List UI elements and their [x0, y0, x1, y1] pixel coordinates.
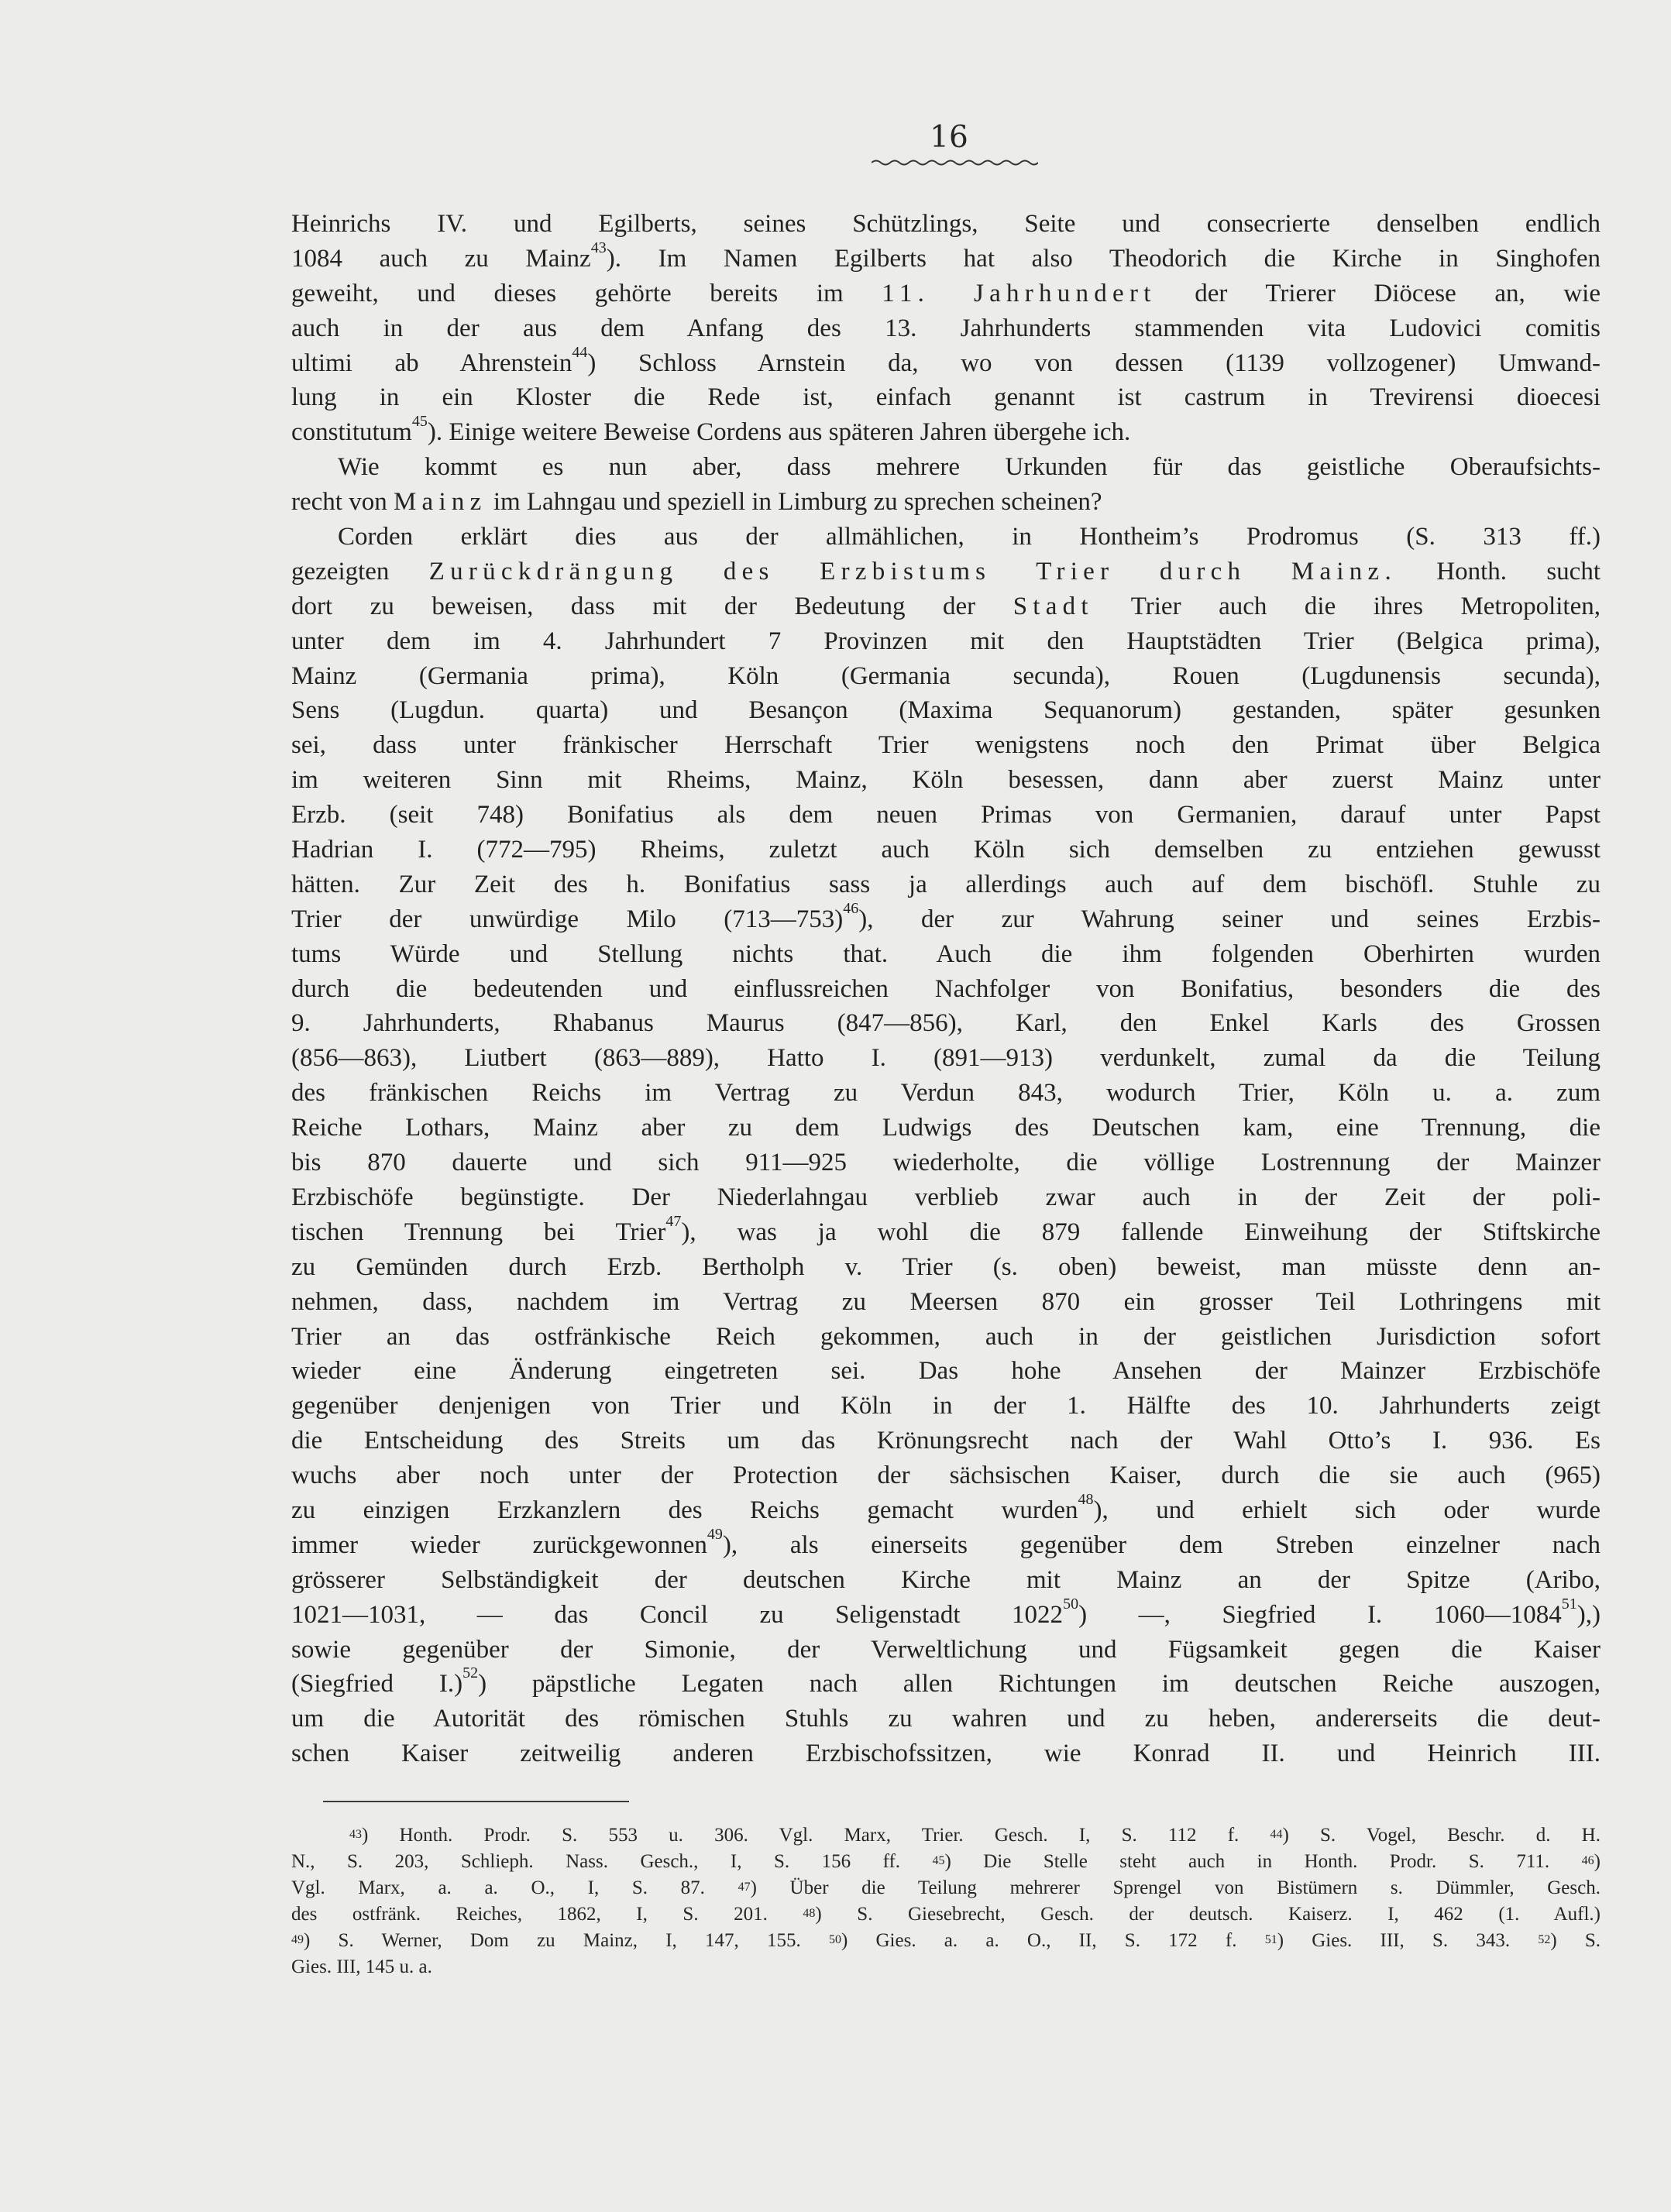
text-line-content: Mainz (Germania prima), Köln (Germania secunda), Rouen (Lugdunensis secunda), [291, 661, 1601, 690]
text-line [291, 1528, 1601, 1563]
text-line-content: ), und erhielt sich oder wurde [1093, 1496, 1601, 1524]
footnote-text: ) Gies. III, S. 343. [1277, 1930, 1539, 1951]
text-line-content: Honth. sucht [1396, 557, 1601, 586]
text-line-content: (856—863), Liutbert (863—889), Hatto I. (891—913) verdunkelt, zumal da die Teilung [291, 1044, 1601, 1073]
text-line-content: Erzbischöfe begünstigte. Der Niederlahngau verblieb zwar auch in der Zeit der poli- [291, 1183, 1601, 1211]
text-line-content: Hadrian I. (772—795) Rheims, zuletzt auch Köln sich demselben zu entziehen gewusst [291, 836, 1601, 864]
text-line-content: ), was ja wohl die 879 fallende Einweihung der Stiftskirche [681, 1218, 1601, 1246]
text-line-content: ), der zur Wahrung seiner und seines Erzbis- [858, 905, 1601, 933]
footnote-number: 43 [349, 1828, 362, 1841]
footnote-text: ) Honth. Prodr. S. 553 u. 306. Vgl. Marx, Trier. Gesch. I, S. 112 f. [362, 1825, 1270, 1846]
text-line-content: recht von [291, 488, 394, 517]
footnote-ref: 43 [590, 241, 607, 256]
footnote-line [291, 1928, 1601, 1954]
text-line [291, 276, 1601, 311]
text-line-content: hätten. Zur Zeit des h. Bonifatius sass ja allerdings auch auf dem bischöfl. Stuhle zu [291, 870, 1601, 898]
text-line [291, 659, 1601, 694]
footnote-ref: 49 [707, 1527, 723, 1543]
text-line-content: gezeigten [291, 557, 429, 586]
text-line [291, 415, 1601, 450]
footnote-number: 48 [803, 1907, 816, 1920]
text-line-content: ),) [1576, 1600, 1601, 1629]
text-line-content: bis 870 dauerte und sich 911—925 wiederholte, die völlige Lostrennung der Mainzer [291, 1149, 1601, 1177]
text-line-content: unter dem im 4. Jahrhundert 7 Provinzen mit den Hauptstädten Trier (Belgica prima), [291, 627, 1601, 655]
text-line-content: gegenüber denjenigen von Trier und Köln in der 1. Hälfte des 10. Jahrhunderts zeigt [291, 1392, 1601, 1420]
text-line-content: zu einzigen Erzkanzlern des Reichs gemacht wurden [291, 1496, 1078, 1524]
text-line [291, 1111, 1601, 1146]
text-line-content: (Siegfried I.) [291, 1670, 463, 1698]
footnote-ref: 51 [1561, 1597, 1577, 1613]
text-line [291, 1250, 1601, 1285]
text-line-content: 1084 auch zu Mainz [291, 244, 591, 273]
footnote-number: 47 [738, 1881, 751, 1894]
text-line [291, 763, 1601, 798]
footnote-text: ) [1594, 1851, 1601, 1872]
text-line [291, 624, 1601, 659]
wavy-ornament [872, 159, 1038, 167]
text-line-content: Sens (Lugdun. quarta) und Besançon (Maxima Sequanorum) gestanden, später gesunken [291, 696, 1601, 725]
text-line [291, 1563, 1601, 1598]
footnote-number: 45 [932, 1854, 945, 1867]
text-line [291, 867, 1601, 902]
text-line-content: Erzb. (seit 748) Bonifatius als dem neuen Primas von Germanien, darauf unter Papst [291, 801, 1601, 830]
text-line [291, 1702, 1601, 1736]
text-line-content: grösserer Selbständigkeit der deutschen Kirche mit Mainz an der Spitze (Aribo, [291, 1565, 1601, 1594]
footnote-number: 51 [1264, 1933, 1277, 1946]
footnote-text: ) S. Vogel, Beschr. d. H. [1282, 1825, 1601, 1846]
footnote-text: ) S. Werner, Dom zu Mainz, I, 147, 155. [304, 1930, 829, 1951]
text-line [291, 1285, 1601, 1320]
text-line-content: die Entscheidung des Streits um das Krönungsrecht nach der Wahl Otto’s I. 936. Es [291, 1427, 1601, 1455]
footnote-text: ) Die Stelle steht auch in Honth. Prodr. S. 711. [944, 1851, 1582, 1872]
footnote-ref: 52 [462, 1667, 479, 1682]
text-line [291, 1006, 1601, 1041]
main-text-block [291, 207, 1601, 1771]
text-line [291, 1215, 1601, 1250]
footnote-text: ) S. Giesebrecht, Gesch. der deutsch. Kaiserz. I, 462 (1. Aufl.) [815, 1904, 1601, 1925]
text-line [291, 833, 1601, 867]
text-line-content: Trier an das ostfränkische Reich gekommen, auch in der geistlichen Jurisdiction sofort [291, 1322, 1601, 1351]
text-line [291, 1736, 1601, 1771]
footnote-number: 46 [1581, 1854, 1594, 1867]
footnote-ref: 44 [572, 345, 588, 361]
text-line-content: sei, dass unter fränkischer Herrschaft Trier wenigstens noch den Primat über Belgica [291, 731, 1601, 760]
text-line-content: 9. Jahrhunderts, Rhabanus Maurus (847—856), Karl, den Enkel Karls des Grossen [291, 1009, 1601, 1038]
text-line [291, 380, 1601, 415]
text-line-content: auch in der aus dem Anfang des 13. Jahrhunderts stammenden vita Ludovici comitis [291, 314, 1601, 342]
text-line [291, 1633, 1601, 1668]
text-line [291, 1180, 1601, 1215]
text-line [291, 242, 1601, 276]
footnote-line [291, 1901, 1601, 1928]
text-line-content: wuchs aber noch unter der Protection der sächsischen Kaiser, durch die sie auch (965) [291, 1462, 1601, 1490]
text-line [291, 1389, 1601, 1424]
footnote-divider [323, 1801, 629, 1802]
text-line [291, 728, 1601, 763]
text-line [291, 798, 1601, 833]
text-line-content: zu Gemünden durch Erzb. Bertholph v. Trier (s. oben) beweist, man müsste denn an- [291, 1252, 1601, 1281]
text-line-content: ), als einerseits gegenüber dem Streben einzelner nach [722, 1530, 1601, 1559]
text-line-content: Heinrichs IV. und Egilberts, seines Schützlings, Seite und consecrierte denselben endlich [291, 210, 1601, 238]
text-line-content: des fränkischen Reichs im Vertrag zu Verdun 843, wodurch Trier, Köln u. a. zum [291, 1079, 1601, 1108]
text-line [291, 937, 1601, 972]
footnote-line [291, 1822, 1601, 1849]
text-line-content: schen Kaiser zeitweilig anderen Erzbischofssitzen, wie Konrad II. und Heinrich III. [291, 1740, 1601, 1768]
footnote-text: ) Über die Teilung mehrerer Sprengel von Bistümern s. Dümmler, Gesch. [750, 1877, 1601, 1898]
text-line [291, 1667, 1601, 1702]
text-line-content: Corden erklärt dies aus der allmählichen, in Hontheim’s Prodromus (S. 313 ff.) [338, 523, 1601, 551]
footnote-number: 49 [291, 1933, 304, 1946]
footnote-number: 50 [828, 1933, 841, 1946]
footnote-text: Gies. III, 145 u. a. [291, 1956, 432, 1977]
footnote-ref: 47 [665, 1214, 682, 1230]
text-line-content: um die Autorität des römischen Stuhls zu wahren und zu heben, andererseits die deut- [291, 1705, 1601, 1733]
text-line [291, 1354, 1601, 1389]
text-line-content: immer wieder zurückgewonnen [291, 1530, 707, 1559]
footnote-text: N., S. 203, Schlieph. Nass. Gesch., I, S. 156 ff. [291, 1851, 933, 1872]
text-line [291, 311, 1601, 346]
footnote-text: des ostfränk. Reiches, 1862, I, S. 201. [291, 1904, 803, 1925]
text-line [291, 1424, 1601, 1458]
text-line-content: ) —, Siegfried I. 1060—1084 [1078, 1600, 1562, 1629]
footnote-text: Vgl. Marx, a. a. O., I, S. 87. [291, 1877, 738, 1898]
footnote-number: 52 [1538, 1933, 1551, 1946]
spaced-emphasis: Zurückdrängung des Erzbistums Trier durch Mainz. [428, 557, 1397, 586]
text-line [291, 520, 1601, 555]
text-line-content: lung in ein Kloster die Rede ist, einfach genannt ist castrum in Trevirensi dioecesi [291, 383, 1601, 412]
text-line [291, 972, 1601, 1007]
text-line-content: constitutum [291, 418, 412, 447]
footnote-ref: 48 [1078, 1492, 1094, 1508]
text-line [291, 346, 1601, 381]
footnote-text: ) Gies. a. a. O., II, S. 172 f. [841, 1930, 1265, 1951]
footnote-ref: 50 [1063, 1597, 1079, 1613]
text-line [291, 589, 1601, 624]
text-line-content: im Lahngau und speziell in Limburg zu sprechen scheinen? [487, 488, 1102, 517]
text-line-content: im weiteren Sinn mit Rheims, Mainz, Köln besessen, dann aber zuerst Mainz unter [291, 766, 1601, 795]
text-line-content: ultimi ab Ahrenstein [291, 349, 572, 377]
footnotes-block [291, 1822, 1601, 1980]
text-line-content: tischen Trennung bei Trier [291, 1218, 666, 1246]
text-line [291, 1493, 1601, 1528]
footnote-ref: 45 [411, 413, 428, 431]
spaced-emphasis: Mainz [393, 488, 487, 517]
text-line [291, 1458, 1601, 1493]
text-line-content: ). Einige weitere Beweise Cordens aus späteren Jahren übergehe ich. [427, 418, 1131, 447]
text-line [291, 693, 1601, 728]
text-line-content: tums Würde und Stellung nichts that. Auch die ihm folgenden Oberhirten wurden [291, 939, 1601, 968]
text-line-content: 1021—1031, — das Concil zu Seligenstadt 1022 [291, 1600, 1064, 1629]
text-line-content: dort zu beweisen, dass mit der Bedeutung der [291, 592, 1013, 620]
text-line [291, 555, 1601, 589]
text-line [291, 485, 1601, 520]
text-line-content: sowie gegenüber der Simonie, der Verweltlichung und Fügsamkeit gegen die Kaiser [291, 1635, 1601, 1664]
footnote-line [291, 1875, 1601, 1901]
text-line [291, 1076, 1601, 1111]
text-line [291, 1320, 1601, 1355]
text-line [291, 1598, 1601, 1633]
text-line-content: nehmen, dass, nachdem im Vertrag zu Meersen 870 ein grosser Teil Lothringens mit [291, 1287, 1601, 1316]
text-line-content: Wie kommt es nun aber, dass mehrere Urkunden für das geistliche Oberaufsichts- [338, 453, 1601, 482]
text-line-content: wieder eine Änderung eingetreten sei. Das hohe Ansehen der Mainzer Erzbischöfe [291, 1357, 1601, 1386]
text-line [291, 207, 1601, 242]
text-line-content: durch die bedeutenden und einflussreichen Nachfolger von Bonifatius, besonders die des [291, 974, 1601, 1003]
text-line-content: geweiht, und dieses gehörte bereits im [291, 279, 882, 307]
text-line-content: Trier auch die ihres Metropoliten, [1093, 592, 1601, 620]
footnote-text: ) S. [1550, 1930, 1601, 1951]
footnote-line [291, 1954, 1601, 1980]
footnote-ref: 46 [843, 902, 859, 917]
text-line [291, 1041, 1601, 1076]
text-line-content: der Trierer Diöcese an, wie [1156, 279, 1601, 307]
text-line [291, 450, 1601, 485]
text-line-content: Trier der unwürdige Milo (713—753) [291, 905, 844, 933]
text-line-content: ) päpstliche Legaten nach allen Richtungen im deutschen Reiche auszogen, [478, 1670, 1601, 1698]
text-line-content: ) Schloss Arnstein da, wo von dessen (1139 vollzogener) Umwand- [587, 349, 1601, 377]
spaced-emphasis: 11. Jahrhundert [882, 279, 1157, 307]
spaced-emphasis: Stadt [1013, 592, 1094, 620]
footnote-line [291, 1849, 1601, 1875]
text-line-content: Reiche Lothars, Mainz aber zu dem Ludwigs des Deutschen kam, eine Trennung, die [291, 1114, 1601, 1142]
text-line-content: ). Im Namen Egilberts hat also Theodorich die Kirche in Singhofen [606, 244, 1601, 273]
text-line [291, 902, 1601, 937]
text-line [291, 1146, 1601, 1180]
footnote-number: 44 [1270, 1828, 1283, 1841]
page-number: 16 [930, 120, 968, 155]
